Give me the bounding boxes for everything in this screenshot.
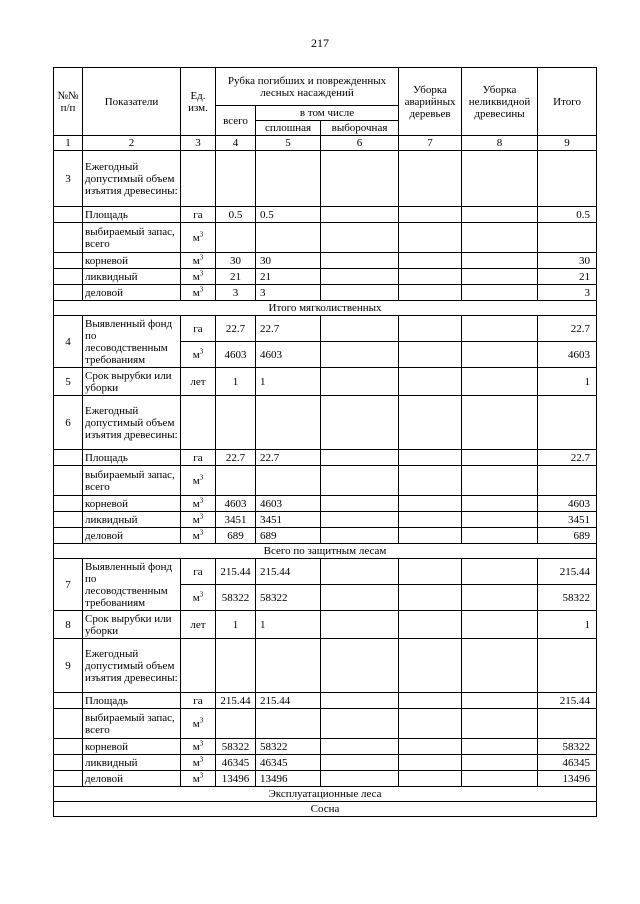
col-num: 5	[256, 136, 321, 151]
total-cell: 58322	[538, 585, 597, 611]
col-num: 2	[83, 136, 181, 151]
table-row	[54, 269, 597, 285]
total-cell: 3451	[538, 512, 597, 528]
table-row	[54, 693, 597, 709]
table-row	[54, 285, 597, 301]
indicator-label: Выявленный фонд по лесоводственным требованиям	[83, 559, 181, 611]
value-cell: 1	[256, 611, 321, 639]
indicator-label: Площадь	[83, 693, 181, 709]
value-cell: 215.44	[216, 693, 256, 709]
total-cell: 3	[538, 285, 597, 301]
unit-cell: га	[181, 450, 216, 466]
table-row	[54, 253, 597, 269]
indicator-label: корневой	[83, 739, 181, 755]
total-cell: 0.5	[538, 207, 597, 223]
unit-cell: $м^3$	[181, 496, 216, 512]
indicator-label: выбираемый запас, всего	[83, 466, 181, 496]
unit-cell: $м^3$	[181, 253, 216, 269]
row-number: 9	[54, 639, 83, 693]
table-row	[54, 207, 597, 223]
value-cell: 46345	[256, 755, 321, 771]
header-felling: Рубка погибших и поврежденных лесных насаждений	[216, 68, 399, 106]
row-number: 7	[54, 559, 83, 611]
value-cell: 1	[216, 368, 256, 396]
unit-cell: лет	[181, 368, 216, 396]
value-cell: 4603	[256, 496, 321, 512]
table-row	[54, 639, 597, 693]
indicator-label: Срок вырубки или уборки	[83, 611, 181, 639]
total-cell: 21	[538, 269, 597, 285]
indicator-label: Площадь	[83, 450, 181, 466]
section-heading: Сосна	[54, 802, 597, 817]
total-cell: 215.44	[538, 693, 597, 709]
table-row	[54, 151, 597, 207]
unit-cell: $м^3$	[181, 342, 216, 368]
indicator-label: выбираемый запас, всего	[83, 223, 181, 253]
indicator-label: ликвидный	[83, 755, 181, 771]
value-cell: 30	[216, 253, 256, 269]
table-row	[54, 316, 597, 342]
unit-cell: га	[181, 316, 216, 342]
indicator-label: Ежегодный допустимый объем изъятия древесины:	[83, 639, 181, 693]
header-unit: Ед. изм.	[181, 68, 216, 136]
value-cell: 3	[256, 285, 321, 301]
value-cell: 22.7	[256, 450, 321, 466]
value-cell: 13496	[216, 771, 256, 787]
header-total-sub: всего	[216, 106, 256, 136]
header-incl: в том числе	[256, 106, 399, 121]
col-num: 4	[216, 136, 256, 151]
value-cell: 21	[256, 269, 321, 285]
total-cell: 13496	[538, 771, 597, 787]
unit-cell: $м^3$	[181, 285, 216, 301]
total-cell: 4603	[538, 342, 597, 368]
header-itogo: Итого	[538, 68, 597, 136]
value-cell: 21	[216, 269, 256, 285]
unit-cell: $м^3$	[181, 528, 216, 544]
page-number: 217	[311, 36, 329, 50]
total-cell: 22.7	[538, 316, 597, 342]
value-cell: 46345	[216, 755, 256, 771]
total-cell: 22.7	[538, 450, 597, 466]
unit-cell: $м^3$	[181, 585, 216, 611]
indicator-label: корневой	[83, 253, 181, 269]
total-cell: 4603	[538, 496, 597, 512]
indicator-label: Срок вырубки или уборки	[83, 368, 181, 396]
value-cell: 215.44	[216, 559, 256, 585]
indicator-label: деловой	[83, 285, 181, 301]
table-row	[54, 528, 597, 544]
value-cell: 13496	[256, 771, 321, 787]
col-num: 6	[321, 136, 399, 151]
col-num: 8	[462, 136, 538, 151]
table-row	[54, 611, 597, 639]
value-cell: 4603	[256, 342, 321, 368]
total-cell: 215.44	[538, 559, 597, 585]
total-cell: 689	[538, 528, 597, 544]
table-row	[54, 755, 597, 771]
header-emergency: Уборка аварийных деревьев	[399, 68, 462, 136]
unit-cell: $м^3$	[181, 223, 216, 253]
unit-cell: $м^3$	[181, 269, 216, 285]
col-num: 9	[538, 136, 597, 151]
felling-table	[53, 67, 597, 817]
value-cell: 22.7	[256, 316, 321, 342]
indicator-label: ликвидный	[83, 512, 181, 528]
unit-cell: га	[181, 693, 216, 709]
total-cell: 1	[538, 611, 597, 639]
indicator-label: ликвидный	[83, 269, 181, 285]
header-no: №№ п/п	[54, 68, 83, 136]
unit-cell: $м^3$	[181, 755, 216, 771]
indicator-label: выбираемый запас, всего	[83, 709, 181, 739]
col-num: 3	[181, 136, 216, 151]
table-row	[54, 368, 597, 396]
row-number: 3	[54, 151, 83, 207]
row-number: 5	[54, 368, 83, 396]
indicator-label: Выявленный фонд по лесоводственным требованиям	[83, 316, 181, 368]
value-cell: 1	[256, 368, 321, 396]
table-row	[54, 466, 597, 496]
indicator-label: деловой	[83, 771, 181, 787]
unit-cell: $м^3$	[181, 709, 216, 739]
unit-cell: га	[181, 207, 216, 223]
value-cell: 58322	[256, 739, 321, 755]
total-cell: 58322	[538, 739, 597, 755]
unit-cell: га	[181, 559, 216, 585]
unit-cell: $м^3$	[181, 771, 216, 787]
table-row	[54, 771, 597, 787]
value-cell: 3451	[256, 512, 321, 528]
section-heading: Эксплуатационные леса	[54, 787, 597, 802]
value-cell: 22.7	[216, 450, 256, 466]
unit-cell: $м^3$	[181, 512, 216, 528]
unit-cell: $м^3$	[181, 466, 216, 496]
value-cell: 0.5	[256, 207, 321, 223]
indicator-label: Площадь	[83, 207, 181, 223]
col-num: 7	[399, 136, 462, 151]
row-number: 4	[54, 316, 83, 368]
column-numbers-row	[54, 136, 597, 151]
value-cell: 58322	[216, 739, 256, 755]
header-indicator: Показатели	[83, 68, 181, 136]
indicator-label: Ежегодный допустимый объем изъятия древесины:	[83, 396, 181, 450]
total-cell: 46345	[538, 755, 597, 771]
table-row	[54, 496, 597, 512]
unit-cell: $м^3$	[181, 739, 216, 755]
value-cell: 3451	[216, 512, 256, 528]
header-clear: сплошная	[256, 121, 321, 136]
table-row	[54, 559, 597, 585]
table-row	[54, 739, 597, 755]
value-cell: 58322	[256, 585, 321, 611]
row-number: 6	[54, 396, 83, 450]
total-cell: 1	[538, 368, 597, 396]
header-selective: выборочная	[321, 121, 399, 136]
table-row	[54, 512, 597, 528]
indicator-label: деловой	[83, 528, 181, 544]
col-num: 1	[54, 136, 83, 151]
value-cell: 689	[256, 528, 321, 544]
row-number: 8	[54, 611, 83, 639]
value-cell: 30	[256, 253, 321, 269]
table-row	[54, 450, 597, 466]
section-heading: Всего по защитным лесам	[54, 544, 597, 559]
unit-cell: лет	[181, 611, 216, 639]
value-cell: 4603	[216, 342, 256, 368]
indicator-label: Ежегодный допустимый объем изъятия древесины:	[83, 151, 181, 207]
value-cell: 1	[216, 611, 256, 639]
value-cell: 4603	[216, 496, 256, 512]
indicator-label: корневой	[83, 496, 181, 512]
total-cell: 30	[538, 253, 597, 269]
table-row	[54, 709, 597, 739]
value-cell: 689	[216, 528, 256, 544]
value-cell: 215.44	[256, 559, 321, 585]
value-cell: 22.7	[216, 316, 256, 342]
value-cell: 58322	[216, 585, 256, 611]
header-illiquid: Уборка неликвидной древесины	[462, 68, 538, 136]
value-cell: 3	[216, 285, 256, 301]
table-row	[54, 396, 597, 450]
table-row	[54, 223, 597, 253]
section-heading: Итого мягколиственных	[54, 301, 597, 316]
value-cell: 0.5	[216, 207, 256, 223]
value-cell: 215.44	[256, 693, 321, 709]
